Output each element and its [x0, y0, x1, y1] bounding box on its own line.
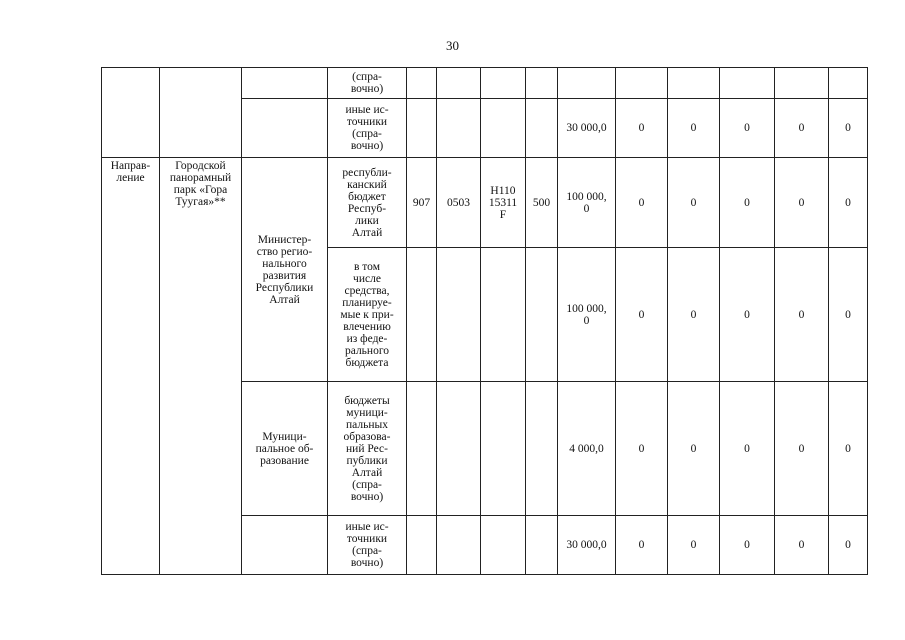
table-cell	[328, 248, 407, 382]
year-value-cell: 0	[775, 516, 829, 575]
table-cell	[526, 382, 558, 516]
year-value-cell: 0	[829, 248, 868, 382]
csr-cell	[481, 158, 526, 248]
table-cell	[668, 68, 720, 99]
year-value-cell: 0	[616, 99, 668, 158]
table-row	[102, 68, 868, 99]
grbs-cell: 907	[407, 158, 437, 248]
year-value-cell: 0	[616, 158, 668, 248]
year-value-cell: 0	[829, 158, 868, 248]
year-value-cell: 0	[668, 99, 720, 158]
table-cell	[242, 68, 328, 99]
year-value-cell: 0	[668, 516, 720, 575]
csr-code: Н110 15311 F	[488, 184, 518, 221]
executor-cell	[242, 158, 328, 382]
year-value-cell: 0	[668, 248, 720, 382]
table-cell	[328, 158, 407, 248]
table-cell	[437, 382, 481, 516]
year-value-cell: 0	[720, 382, 775, 516]
funding-source-label: республи- канский бюджет Респуб- лики Алтай	[342, 166, 392, 239]
table-cell	[720, 68, 775, 99]
amount-value: 100 000, 0	[566, 302, 607, 327]
year-value-cell: 0	[720, 516, 775, 575]
table-row	[102, 158, 868, 248]
table-cell	[328, 99, 407, 158]
year-value-cell: 0	[775, 248, 829, 382]
year-value-cell: 0	[616, 382, 668, 516]
year-value-cell: 0	[668, 158, 720, 248]
table-cell	[242, 516, 328, 575]
direction-label: Направ- ление	[110, 160, 151, 184]
funding-source-label: бюджеты муници- пальных образова- ний Рес- публики Алтай (спра- вочно)	[343, 394, 391, 503]
project-cell	[160, 158, 242, 575]
table-cell	[328, 382, 407, 516]
table-cell	[481, 516, 526, 575]
table-cell	[407, 99, 437, 158]
table-cell	[481, 68, 526, 99]
table-cell	[407, 382, 437, 516]
table-cell	[558, 68, 616, 99]
amount-cell: 4 000,0	[558, 382, 616, 516]
table-cell	[829, 68, 868, 99]
table-cell	[328, 68, 407, 99]
table-cell	[437, 99, 481, 158]
executor-cell	[242, 382, 328, 516]
year-value-cell: 0	[720, 248, 775, 382]
amount-cell: 30 000,0	[558, 99, 616, 158]
year-value-cell: 0	[775, 382, 829, 516]
table-cell	[481, 99, 526, 158]
funding-source-label: (спра- вочно)	[350, 71, 384, 95]
vr-cell: 500	[526, 158, 558, 248]
table-cell	[481, 382, 526, 516]
ministry-name: Министер- ство регио- нального развития Республики Алтай	[255, 233, 314, 306]
table-cell	[437, 248, 481, 382]
amount-cell: 30 000,0	[558, 516, 616, 575]
year-value-cell: 0	[720, 99, 775, 158]
rzpr-cell: 0503	[437, 158, 481, 248]
amount-cell	[558, 248, 616, 382]
amount-cell	[558, 158, 616, 248]
project-name: Городской панорамный парк «Гора Туугая»**	[169, 160, 232, 208]
year-value-cell: 0	[616, 248, 668, 382]
year-value-cell: 0	[720, 158, 775, 248]
table-cell	[437, 68, 481, 99]
table-cell	[526, 248, 558, 382]
table-cell	[102, 68, 160, 158]
table-cell	[407, 248, 437, 382]
table-cell	[407, 516, 437, 575]
table-cell	[407, 68, 437, 99]
funding-source-label: иные ис- точники (спра- вочно)	[345, 521, 389, 569]
year-value-cell: 0	[616, 516, 668, 575]
municipality-name: Муници- пальное об- разование	[255, 430, 314, 467]
amount-value: 100 000, 0	[566, 190, 607, 215]
year-value-cell: 0	[775, 158, 829, 248]
table-cell	[526, 516, 558, 575]
funding-source-label: в том числе средства, планируе- мые к при- влечению из феде- рального бюджета	[340, 260, 394, 369]
year-value-cell: 0	[829, 516, 868, 575]
year-value-cell: 0	[829, 382, 868, 516]
page-number: 30	[446, 38, 459, 53]
year-value-cell: 0	[829, 99, 868, 158]
table-cell	[526, 68, 558, 99]
direction-cell	[102, 158, 160, 575]
year-value-cell: 0	[775, 99, 829, 158]
year-value-cell: 0	[668, 382, 720, 516]
table-cell	[160, 68, 242, 158]
funding-source-label: иные ис- точники (спра- вочно)	[345, 104, 389, 152]
budget-table	[101, 67, 868, 575]
table-cell	[526, 99, 558, 158]
table-cell	[481, 248, 526, 382]
table-cell	[242, 99, 328, 158]
table-cell	[328, 516, 407, 575]
table-cell	[775, 68, 829, 99]
table-cell	[437, 516, 481, 575]
table-cell	[616, 68, 668, 99]
